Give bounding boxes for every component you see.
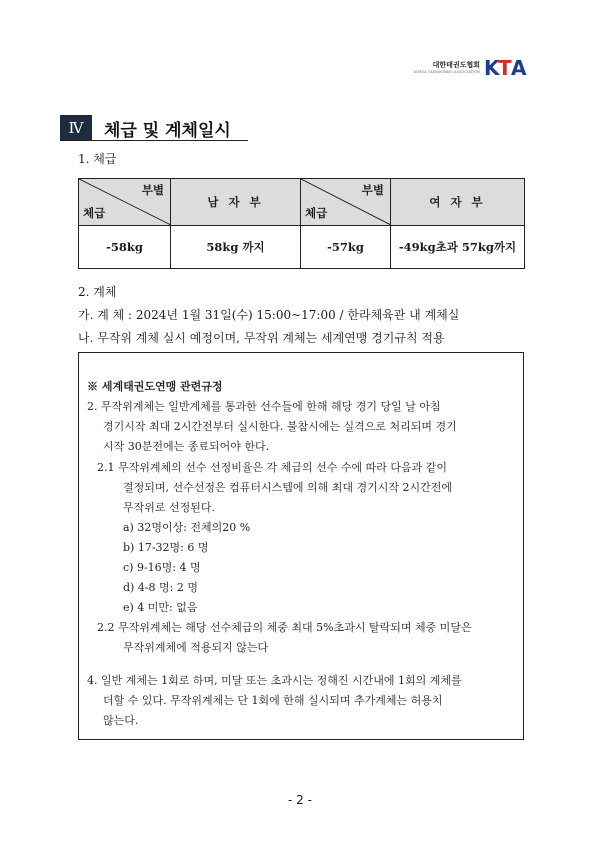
division-label: 부별 <box>141 183 164 197</box>
female-weight-range-cell: -49kg초과 57kg까지 <box>391 226 525 269</box>
female-division-header: 여 자 부 <box>391 179 525 226</box>
division-label: 부별 <box>361 183 384 197</box>
weigh-in-schedule-line: 가. 계 체 : 2024년 1월 31일(수) 15:00~17:00 / 한라체육관 내 계체실 <box>78 308 460 322</box>
regulation-paragraph-4-line-3: 않는다. <box>103 714 139 727</box>
weight-class-table <box>78 178 525 269</box>
male-division-header: 남 자 부 <box>171 179 301 226</box>
section-header <box>60 115 231 141</box>
regulation-paragraph-2-line-3: 시작 30분전에는 종료되어야 한다. <box>103 440 270 453</box>
weight-class-label: 체급 <box>305 206 328 220</box>
random-weigh-in-note-line: 나. 무작위 계체 실시 예정이며, 무작위 계체는 세계연맹 경기규칙 적용 <box>78 331 445 345</box>
regulation-paragraph-2-line-1: 2. 무작위계체는 일반계체를 통과한 선수들에 한해 해당 경기 당일 날 아침 <box>87 400 441 413</box>
selection-rate-item-b: b) 17-32명: 6 명 <box>123 541 209 554</box>
table-header-row <box>79 179 525 226</box>
male-weight-range-cell: 58kg 까지 <box>171 226 301 269</box>
regulation-box-title: ※ 세계태권도연맹 관련규정 <box>87 380 223 393</box>
page-number: - 2 - <box>288 793 312 807</box>
kta-logo <box>414 55 530 79</box>
male-diagonal-header-cell <box>79 179 171 226</box>
selection-rate-item-a: a) 32명이상: 전체의20 % <box>123 521 251 534</box>
regulation-paragraph-2-1-line-3: 무작위로 선정된다. <box>123 501 216 514</box>
svg-text:T: T <box>498 56 512 79</box>
table-row <box>79 226 525 269</box>
kta-logo-mark-icon <box>484 55 530 79</box>
regulation-paragraph-2-1-line-1: 2.1 무작위계체의 선수 선정비율은 각 체급의 선수 수에 따라 다음과 같이 <box>97 461 447 474</box>
svg-text:K: K <box>484 56 500 79</box>
selection-rate-item-c: c) 9-16명: 4 명 <box>123 561 201 574</box>
regulation-paragraph-2-2-line-2: 무작위계체에 적용되지 않는다 <box>123 641 269 654</box>
logo-korean-name: 대한태권도협회 <box>432 61 480 69</box>
subsection-weight-class-heading: 1. 체급 <box>78 152 117 166</box>
weight-class-label: 체급 <box>83 206 106 220</box>
logo-english-name: KOREA TAEKWONDO ASSOCIATION <box>413 70 480 74</box>
subsection-weigh-in-heading: 2. 계체 <box>78 285 117 299</box>
selection-rate-item-e: e) 4 미만: 없음 <box>123 601 198 614</box>
section-underline <box>60 140 248 141</box>
male-weight-class-cell: -58kg <box>79 226 171 269</box>
section-number-badge: Ⅳ <box>60 115 92 141</box>
regulation-paragraph-2-1-line-2: 결정되며, 선수선정은 컴퓨터시스템에 의해 최대 경기시작 2시간전에 <box>123 481 453 494</box>
section-title: 체급 및 계체일시 <box>104 120 231 141</box>
svg-text:A: A <box>511 56 527 79</box>
wt-regulation-box <box>78 352 524 740</box>
regulation-paragraph-4-line-1: 4. 일반 계체는 1회로 하며, 미달 또는 초과시는 정해진 시간내에 1회의 계체를 <box>87 674 462 687</box>
regulation-paragraph-4-line-2: 더할 수 있다. 무작위계체는 단 1회에 한해 실시되며 추가계체는 허용치 <box>103 694 443 707</box>
female-diagonal-header-cell <box>301 179 391 226</box>
regulation-paragraph-2-2-line-1: 2.2 무작위계체는 해당 선수체급의 체중 최대 5%초과시 탈락되며 체중 미달은 <box>97 621 472 634</box>
logo-text <box>414 60 480 74</box>
female-weight-class-cell: -57kg <box>301 226 391 269</box>
regulation-paragraph-2-line-2: 경기시작 최대 2시간전부터 실시한다. 불참시에는 실격으로 처리되며 경기 <box>103 420 457 433</box>
selection-rate-item-d: d) 4-8 명: 2 명 <box>123 581 198 594</box>
